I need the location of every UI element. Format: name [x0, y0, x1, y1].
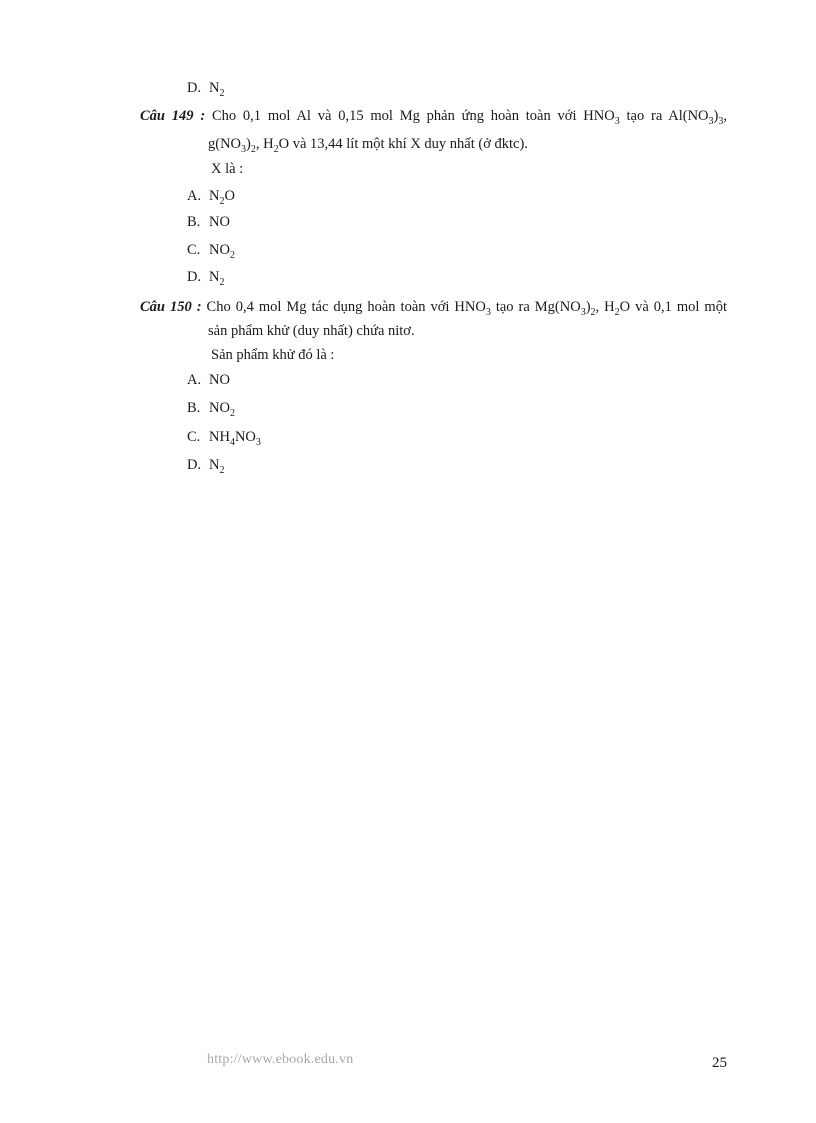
- q150-option-a: A. NO: [187, 372, 230, 388]
- q149-option-c: C. $NO_2$: [187, 242, 235, 261]
- q149-line-1: Câu 149 : Cho 0,1 mol Al và 0,15 mol Mg phản ứng hoàn toàn với $HNO_3$ tạo ra $Al(NO_3)_3$,: [140, 108, 727, 127]
- q150-label: Câu 150 :: [140, 299, 202, 315]
- q149-line-2: $g(NO_3)_2$, $H_2O$ và 13,44 lít một khí X duy nhất (ở đktc).: [208, 136, 528, 155]
- q149-option-a: A. $N_2O$: [187, 188, 235, 207]
- q149-label: Câu 149 :: [140, 108, 206, 124]
- q150-line-2: sản phẩm khử (duy nhất) chứa nitơ.: [208, 323, 415, 339]
- q149-option-d: D. $N_2$: [187, 269, 225, 288]
- footer-url: http://www.ebook.edu.vn: [207, 1052, 354, 1067]
- q150-option-d: D. $N_2$: [187, 457, 225, 476]
- q149-prompt: X là :: [211, 161, 244, 177]
- q150-option-b: B. $NO_2$: [187, 400, 235, 419]
- page-number: 25: [712, 1055, 727, 1071]
- q150-line-1: Câu 150 : Cho 0,4 mol Mg tác dụng hoàn toàn với $HNO_3$ tạo ra $Mg(NO_3)_2$, $H_2O$ và 0,1 mol một: [140, 299, 727, 318]
- q150-option-c: C. $NH_4NO_3$: [187, 429, 261, 448]
- q149-option-b: B. NO: [187, 214, 230, 230]
- q150-prompt: Sản phẩm khử đó là :: [211, 347, 335, 363]
- option-d-prev: D. $N_2$: [187, 80, 225, 99]
